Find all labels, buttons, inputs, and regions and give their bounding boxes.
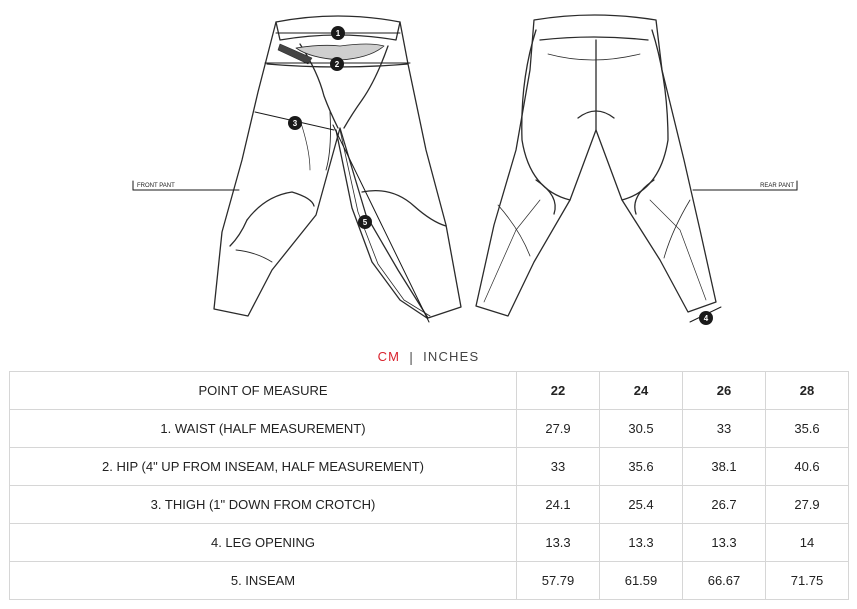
table-row (10, 524, 849, 562)
table-row (10, 562, 849, 600)
table-cell: 71.75 (766, 562, 849, 600)
measure-label-hip: 2. HIP (4" UP FROM INSEAM, HALF MEASUREMENT) (10, 448, 517, 486)
marker-5 (358, 215, 372, 229)
table-cell: 38.1 (683, 448, 766, 486)
table-cell: 61.59 (600, 562, 683, 600)
svg-text:2: 2 (334, 60, 340, 69)
table-cell: 27.9 (517, 410, 600, 448)
table-cell: 33 (517, 448, 600, 486)
size-chart-table (9, 371, 849, 600)
unit-cm-option[interactable]: CM (377, 349, 401, 365)
rear-pant-drawing (476, 15, 716, 316)
table-cell: 35.6 (766, 410, 849, 448)
table-header-row (10, 372, 849, 410)
table-cell: 26.7 (683, 486, 766, 524)
rear-pant-label: REAR PANT (760, 183, 794, 189)
table-cell: 33 (683, 410, 766, 448)
table-cell: 27.9 (766, 486, 849, 524)
size-header-24: 24 (600, 372, 683, 410)
measure-label-inseam: 5. INSEAM (10, 562, 517, 600)
front-pant-label: FRONT PANT (137, 183, 175, 189)
table-cell: 13.3 (600, 524, 683, 562)
table-row (10, 486, 849, 524)
table-cell: 66.67 (683, 562, 766, 600)
size-header-28: 28 (766, 372, 849, 410)
marker-1 (331, 26, 345, 40)
measure-label-thigh: 3. THIGH (1" DOWN FROM CROTCH) (10, 486, 517, 524)
size-header-22: 22 (517, 372, 600, 410)
table-cell: 40.6 (766, 448, 849, 486)
measure-label-leg-opening: 4. LEG OPENING (10, 524, 517, 562)
point-of-measure-header: POINT OF MEASURE (10, 372, 517, 410)
unit-toggle (0, 348, 857, 365)
table-cell: 24.1 (517, 486, 600, 524)
table-row (10, 410, 849, 448)
table-cell: 57.79 (517, 562, 600, 600)
size-header-26: 26 (683, 372, 766, 410)
table-cell: 14 (766, 524, 849, 562)
table-cell: 13.3 (517, 524, 600, 562)
unit-separator: | (409, 348, 415, 365)
marker-2 (330, 57, 344, 71)
measure-label-waist: 1. WAIST (HALF MEASUREMENT) (10, 410, 517, 448)
table-cell: 35.6 (600, 448, 683, 486)
svg-text:3: 3 (292, 119, 298, 128)
table-cell: 13.3 (683, 524, 766, 562)
table-row (10, 448, 849, 486)
marker-4 (699, 311, 713, 325)
unit-inches-option[interactable]: INCHES (423, 349, 480, 365)
table-cell: 25.4 (600, 486, 683, 524)
svg-text:5: 5 (362, 218, 368, 227)
svg-text:4: 4 (703, 314, 709, 323)
svg-text:1: 1 (335, 29, 341, 38)
marker-3 (288, 116, 302, 130)
table-cell: 30.5 (600, 410, 683, 448)
